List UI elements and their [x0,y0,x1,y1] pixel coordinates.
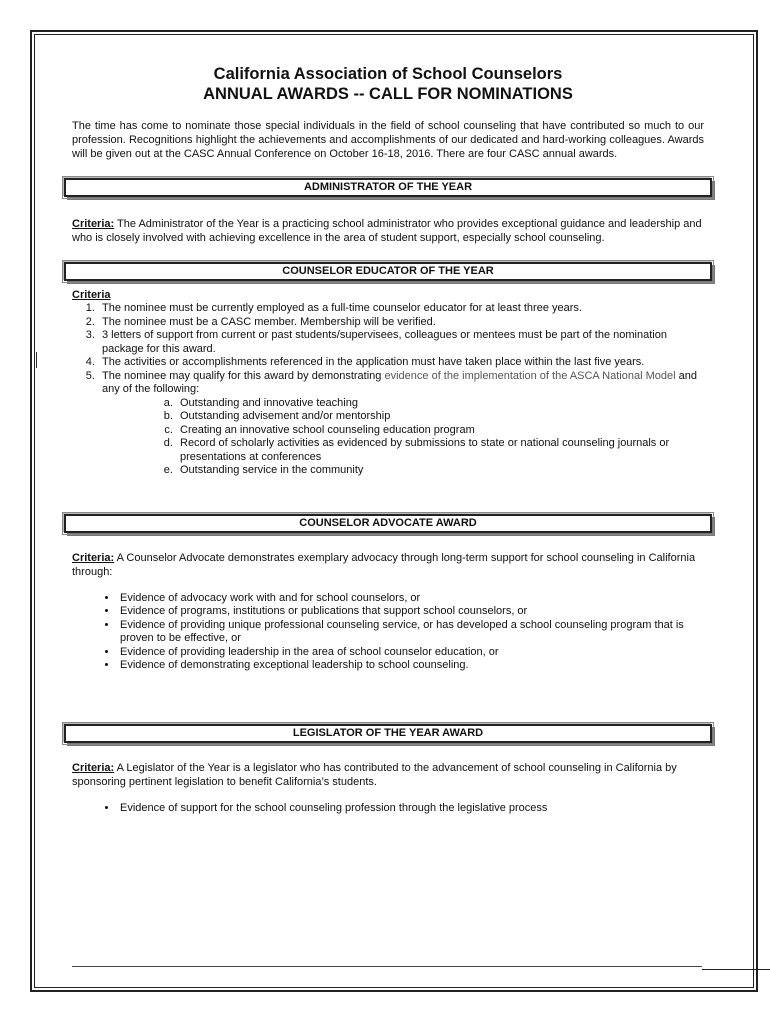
list-item: 3. 3 letters of support from current or past students/supervisees, colleagues or mentees must be part of the nomination package for this award. [98,329,704,356]
legislator-heading: LEGISLATOR OF THE YEAR AWARD [64,724,712,743]
criteria-label: Criteria [72,289,111,301]
criteria-text: A Counselor Advocate demonstrates exemplary advocacy through long-term support for school counseling in California through: [72,551,696,578]
list-item: d. Record of scholarly activities as evidenced by submissions to state or national counseling journals or presentations at conferences [176,437,704,464]
educator-sub-list [72,397,704,478]
advocate-criteria [72,551,704,579]
educator-criteria-list [72,302,704,397]
administrator-heading: ADMINISTRATOR OF THE YEAR [64,178,712,197]
list-item: • Evidence of support for the school counseling profession through the legislative process [118,802,704,816]
legislator-bullets [72,802,704,816]
org-title: California Association of School Counselors [213,65,563,83]
criteria-label: Criteria: [72,551,115,564]
criteria-text: A Legislator of the Year is a legislator who has contributed to the advancement of school counseling in California by sponsoring pertinent legislation to benefit California’s students. [72,761,677,788]
list-item: c. Creating an innovative school counseling education program [176,424,704,438]
footer-rule [72,966,702,967]
list-item: • Evidence of providing leadership in the area of school counselor education, or [118,646,704,660]
legislator-criteria [72,761,704,789]
list-item: • Evidence of providing unique professional counseling service, or has developed a school counseling program that is proven to be effective, or [118,619,704,646]
page-title: ANNUAL AWARDS -- CALL FOR NOMINATIONS [203,85,573,103]
advocate-heading: COUNSELOR ADVOCATE AWARD [64,514,712,533]
list-item: • Evidence of demonstrating exceptional leadership to school counseling. [118,659,704,673]
list-item: e. Outstanding service in the community [176,464,704,478]
item-text: The nominee may qualify for this award by demonstrating [102,369,385,382]
criteria-text: The Administrator of the Year is a practicing school administrator who provides exceptional guidance and leadership and who is closely involved with achieving excellence in the area of student support, especially school counseling. [72,218,702,244]
advocate-bullets [72,592,704,673]
list-item: 2. The nominee must be a CASC member. Membership will be verified. [98,316,704,330]
document-body [72,64,704,815]
list-item: 1. The nominee must be currently employed as a full-time counselor educator for at least three years. [98,302,704,316]
list-item: a. Outstanding and innovative teaching [176,397,704,411]
criteria-label: Criteria: [72,218,115,230]
educator-heading: COUNSELOR EDUCATOR OF THE YEAR [64,262,712,281]
administrator-criteria [72,217,704,245]
list-item: 4. The activities or accomplishments referenced in the application must have taken place within the last five years. [98,356,704,370]
list-item [98,370,704,397]
item-text: and any of the following: [102,369,697,395]
list-item: • Evidence of advocacy work with and for school counselors, or [118,592,704,606]
asca-model-phrase: evidence of the implementation of the ASCA National Model [384,369,676,382]
list-item: b. Outstanding advisement and/or mentorship [176,410,704,424]
footer-rule-extension [702,969,770,970]
intro-paragraph: The time has come to nominate those special individuals in the field of school counseling that have contributed so much to our profession. Recognitions highlight the achievements and accomplishments of our dedicated and hard-working colleagues. Awards will be given out at the CASC Annual Conference on October 16-18, 2016. There are four CASC annual awards. [72,120,704,160]
list-item: • Evidence of programs, institutions or publications that support school counselors, or [118,605,704,619]
text-cursor [36,352,37,368]
educator-criteria-label [72,288,704,302]
criteria-label: Criteria: [72,761,115,774]
